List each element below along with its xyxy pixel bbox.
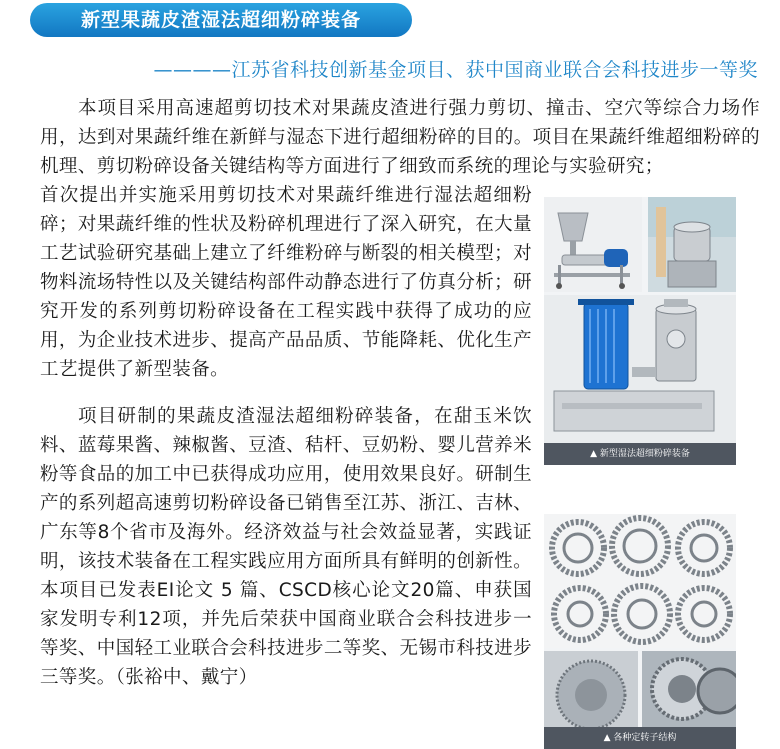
page-title: 新型果蔬皮渣湿法超细粉碎装备 — [30, 3, 412, 37]
paragraph-application: 项目研制的果蔬皮渣湿法超细粉碎装备，在甜玉米饮料、蓝莓果酱、辣椒酱、豆渣、秸杆、豆奶粉、婴儿营养米粉等食品的加工中已获得成功应用，使用效果良好。研制生产的系列超高速剪切粉碎设备已销售至江苏、浙江、吉林、广东等8个省市及海外。经济效益与社会效益显著，实践证明，该技术装备在工程实践应用方面所具有鲜明的创新性。本项目已发表EI论文 5 篇、CSCD核心论文20篇、申获国家发明专利12项，并先后荣获中国商业联合会科技进步一等奖、中国轻工业联合会科技进步二等奖、无锡市科技进步三等奖。（张裕中、戴宁） — [40, 406, 532, 688]
rotor-closeup-photo-right — [642, 651, 736, 727]
page-subtitle: ————江苏省科技创新基金项目、获中国商业联合会科技进步一等奖 — [153, 59, 758, 81]
equipment-figure — [544, 197, 736, 465]
rotor-figure — [544, 514, 736, 749]
mixer-machine-photo — [544, 197, 642, 292]
rotor-set-photo — [544, 514, 736, 648]
rotor-closeup-photo-left — [544, 651, 638, 727]
lab-unit-photo — [648, 197, 736, 292]
main-equipment-photo — [544, 295, 736, 443]
paragraph-intro: 本项目采用高速超剪切技术对果蔬皮渣进行强力剪切、撞击、空穴等综合力场作用，达到对果蔬纤维在新鲜与湿态下进行超细粉碎的目的。项目在果蔬纤维超细粉碎的机理、剪切粉碎设备关键结构等方面进行了细致而系统的理论与实验研究； — [40, 98, 760, 177]
equipment-caption: ▲ 新型湿法超细粉碎装备 — [544, 443, 736, 465]
rotor-caption: ▲ 各种定转子结构 — [544, 727, 736, 749]
paragraph-research: 首次提出并实施采用剪切技术对果蔬纤维进行湿法超细粉碎；对果蔬纤维的性状及粉碎机理进行了深入研究，在大量工艺试验研究基础上建立了纤维粉碎与断裂的相关模型；对物料流场特性以及关键结构部件动静态进行了仿真分析；研究开发的系列剪切粉碎设备在工程实践中获得了成功的应用，为企业技术进步、提高产品品质、节能降耗、优化生产工艺提供了新型装备。 — [40, 185, 532, 380]
